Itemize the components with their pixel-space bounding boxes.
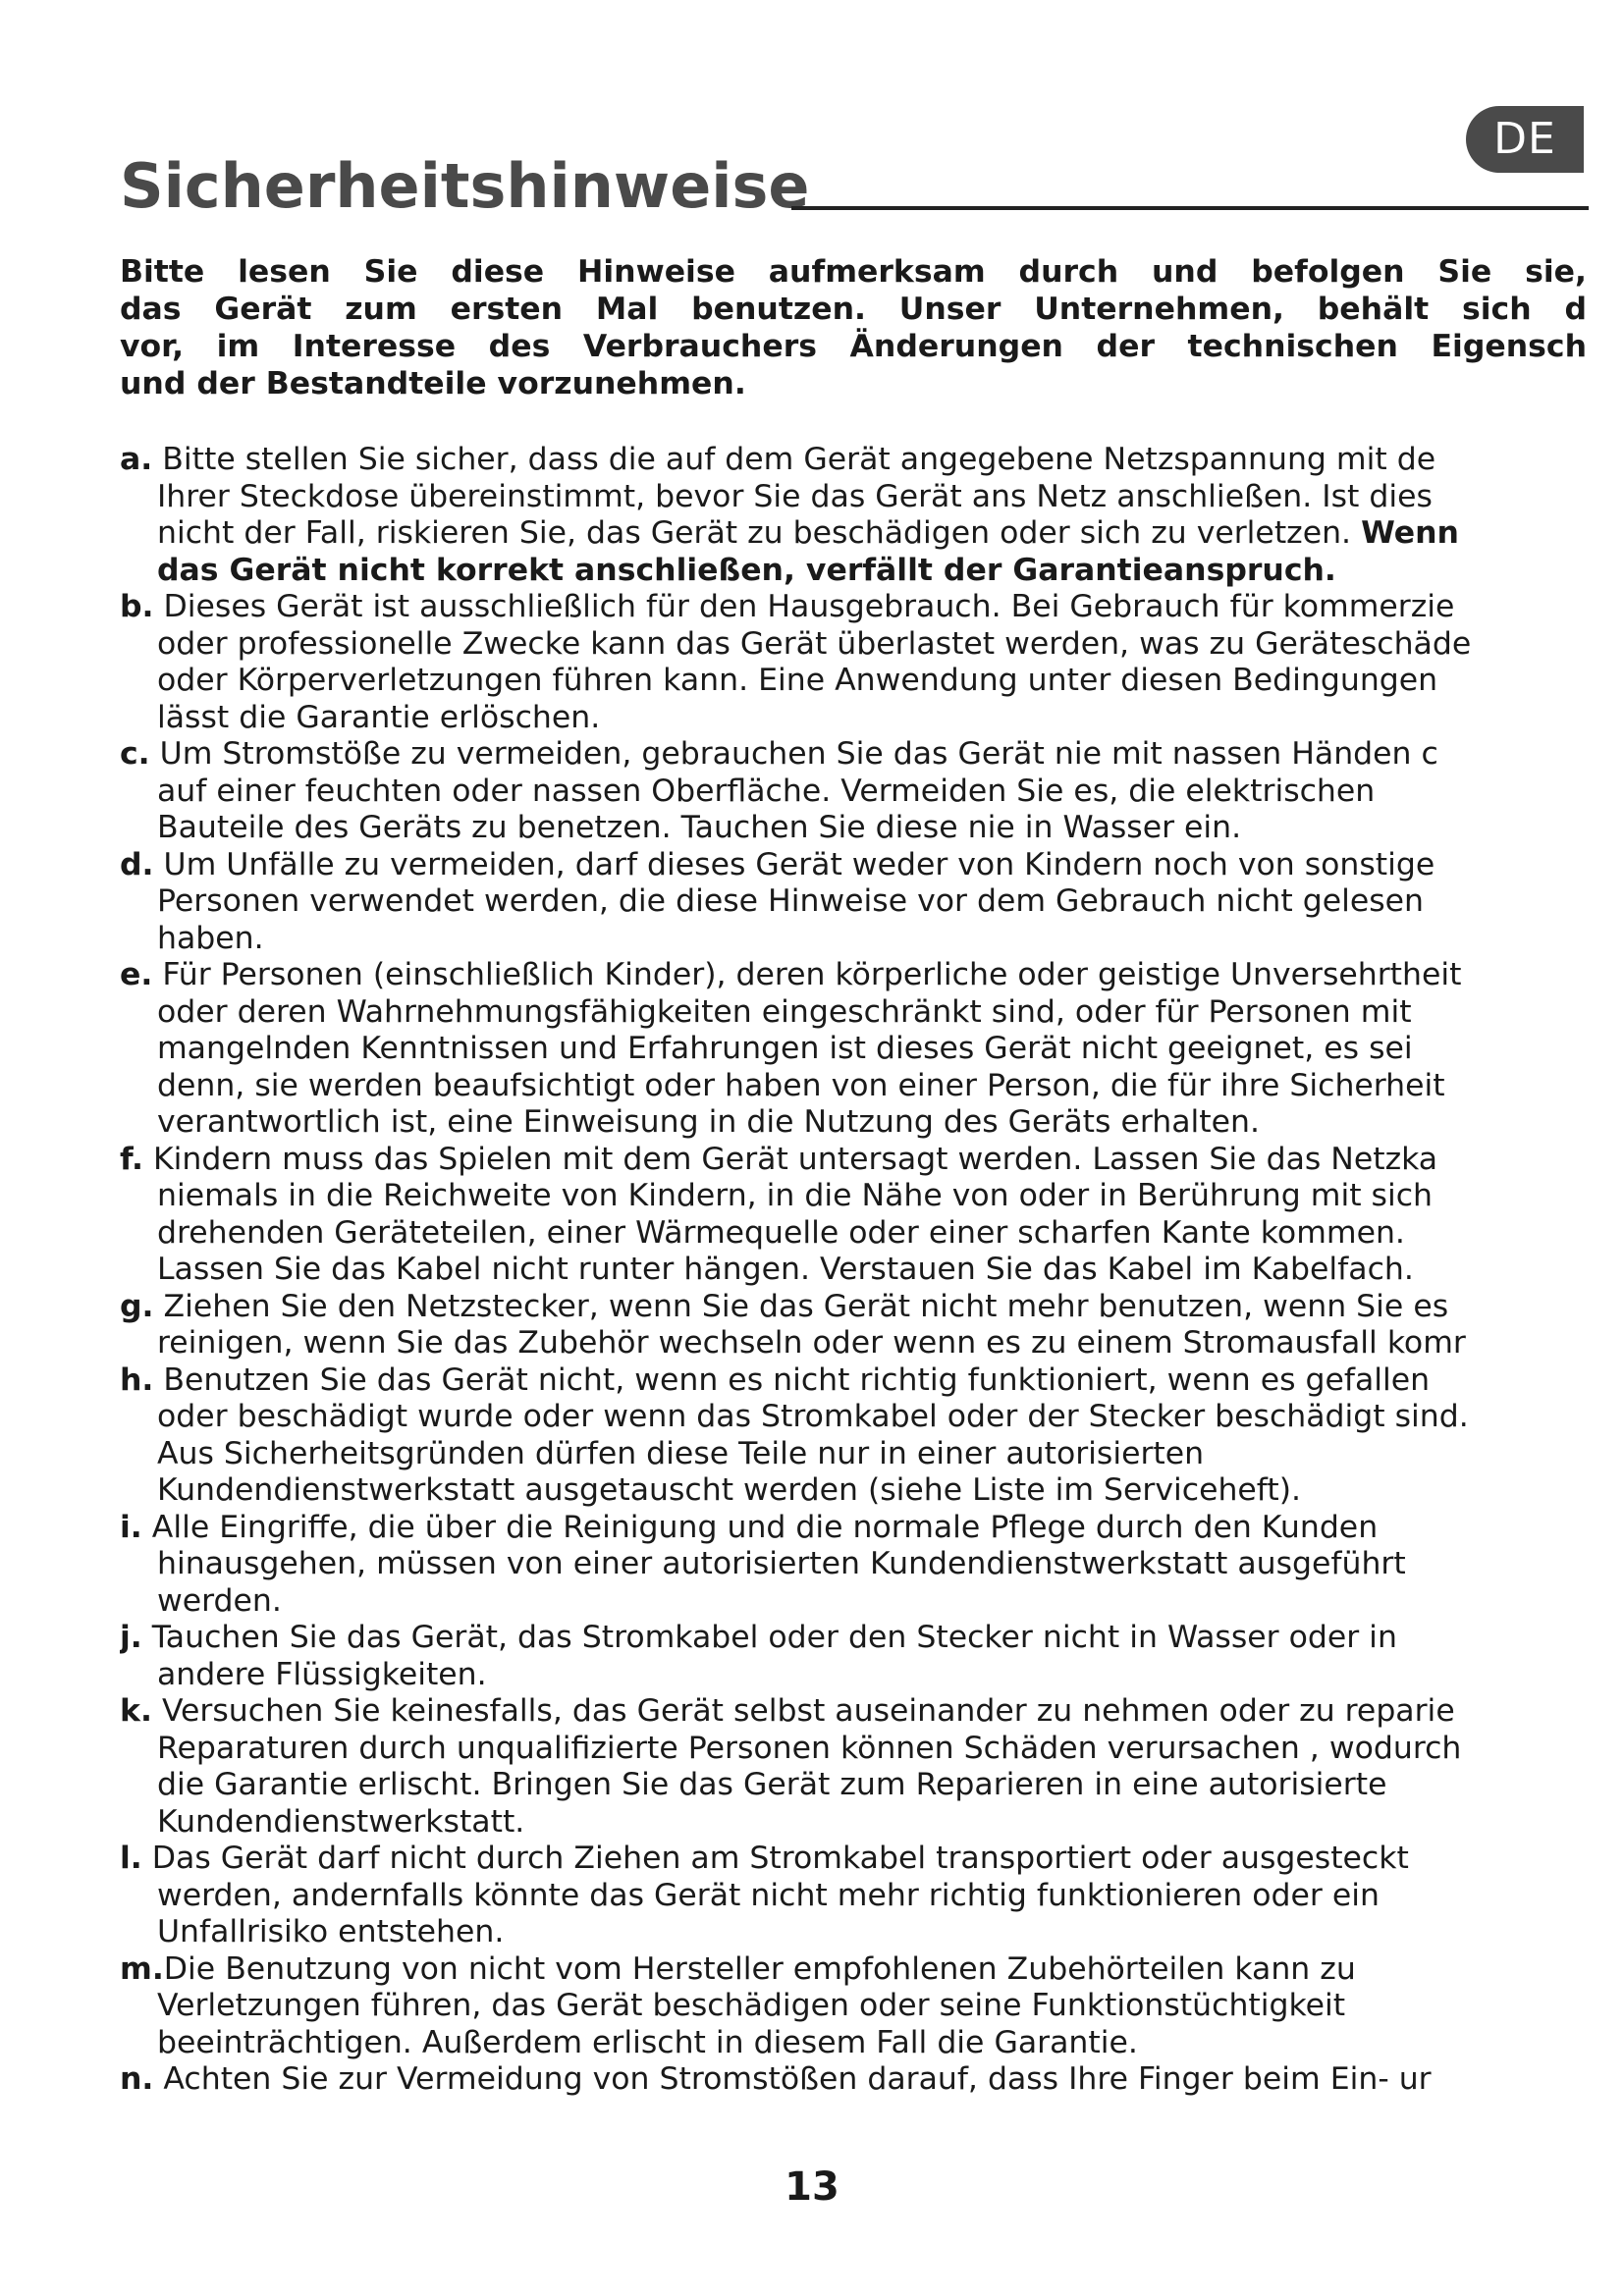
safety-item-line	[120, 1951, 1587, 1989]
item-text: Reparaturen durch unqualifizierte Personen können Schäden verursachen , wodurch	[157, 1730, 1462, 1766]
item-text: werden, andernfalls könnte das Gerät nicht mehr richtig funktionieren oder ein	[157, 1877, 1380, 1913]
safety-item-line	[120, 1546, 1587, 1583]
safety-item	[120, 1620, 1587, 1693]
item-text: oder deren Wahrnehmungsfähigkeiten eingeschränkt sind, oder für Personen mit	[157, 993, 1412, 1030]
item-text: beeinträchtigen. Außerdem erlischt in diesem Fall die Garantie.	[157, 2024, 1138, 2060]
safety-item-line	[120, 442, 1587, 479]
item-marker: k.	[120, 1693, 152, 1729]
safety-item-line	[120, 957, 1587, 994]
safety-item-bold-line: das Gerät nicht korrekt anschließen, verfällt der Garantieanspruch.	[157, 552, 1336, 588]
safety-item-line	[120, 1914, 1587, 1951]
item-text: Ziehen Sie den Netzstecker, wenn Sie das Gerät nicht mehr benutzen, wenn Sie es	[163, 1288, 1449, 1324]
item-text: werden.	[157, 1582, 282, 1619]
item-marker: m.	[120, 1950, 164, 1987]
item-text: Bitte stellen Sie sicher, dass die auf dem Gerät angegebene Netzspannung mit de	[162, 442, 1436, 477]
safety-item-line	[120, 515, 1587, 553]
item-marker: b.	[120, 589, 154, 624]
safety-item-line	[120, 774, 1587, 811]
safety-item-line	[120, 1178, 1587, 1215]
safety-item-line	[120, 921, 1587, 958]
item-text: nicht der Fall, riskieren Sie, das Gerät zu beschädigen oder sich zu verletzen.	[157, 515, 1352, 551]
item-marker: l.	[120, 1841, 142, 1876]
safety-item	[120, 957, 1587, 1142]
safety-item-line	[120, 1767, 1587, 1804]
item-text: Benutzen Sie das Gerät nicht, wenn es nicht richtig funktioniert, wenn es gefallen	[163, 1362, 1431, 1398]
item-marker: g.	[120, 1288, 154, 1324]
item-text: mangelnden Kenntnissen und Erfahrungen ist dieses Gerät nicht geeignet, es sei	[157, 1031, 1413, 1066]
safety-item	[120, 442, 1587, 589]
safety-item-line	[120, 1804, 1587, 1842]
safety-item-line	[120, 1657, 1587, 1694]
item-text: Das Gerät darf nicht durch Ziehen am Stromkabel transportiert oder ausgesteckt	[151, 1841, 1409, 1876]
safety-item-line	[120, 589, 1587, 626]
item-text: hinausgehen, müssen von einer autorisierten Kundendienstwerkstatt ausgeführt	[157, 1546, 1406, 1581]
item-marker: n.	[120, 2061, 154, 2097]
item-text: Unfallrisiko entstehen.	[157, 1914, 505, 1949]
safety-item-line	[120, 883, 1587, 921]
item-text: denn, sie werden beaufsichtigt oder haben von einer Person, die für ihre Sicherheit	[157, 1067, 1445, 1103]
safety-item-line	[120, 1068, 1587, 1105]
item-marker: e.	[120, 957, 153, 992]
item-text: Dieses Gerät ist ausschließlich für den Hausgebrauch. Bei Gebrauch für kommerzie	[163, 589, 1455, 624]
safety-list	[120, 442, 1587, 2099]
item-text: Um Unfälle zu vermeiden, darf dieses Gerät weder von Kindern noch von sonstige	[163, 846, 1435, 882]
intro-line: vor, im Interesse des Verbrauchers Änderungen der technischen Eigensch	[120, 329, 1587, 364]
item-text: Achten Sie zur Vermeidung von Stromstößen darauf, dass Ihre Finger beim Ein- ur	[163, 2061, 1432, 2097]
safety-item-line	[120, 1104, 1587, 1142]
safety-item-line	[120, 626, 1587, 664]
safety-item-line	[120, 1031, 1587, 1068]
safety-item-line	[120, 810, 1587, 847]
item-text: Lassen Sie das Kabel nicht runter hängen. Verstauen Sie das Kabel im Kabelfach.	[157, 1252, 1414, 1287]
safety-item	[120, 589, 1587, 736]
intro-line: das Gerät zum ersten Mal benutzen. Unser Unternehmen, behält sich d	[120, 292, 1587, 327]
item-marker: i.	[120, 1509, 142, 1545]
safety-item-line	[120, 1620, 1587, 1657]
item-text: haben.	[157, 920, 264, 956]
item-bold-text: Wenn	[1361, 515, 1459, 551]
item-marker: a.	[120, 442, 153, 477]
safety-item-line	[120, 2061, 1587, 2099]
item-text: auf einer feuchten oder nassen Oberfläche. Vermeiden Sie es, die elektrischen	[157, 773, 1376, 809]
item-marker: c.	[120, 736, 150, 772]
safety-item-line	[120, 700, 1587, 737]
safety-item	[120, 1142, 1587, 1289]
intro-line: Bitte lesen Sie diese Hinweise aufmerksam durch und befolgen Sie sie,	[120, 254, 1587, 290]
safety-item-line	[120, 1878, 1587, 1915]
safety-item-line	[120, 1583, 1587, 1621]
safety-item	[120, 1510, 1587, 1621]
item-marker: j.	[120, 1620, 142, 1655]
safety-item-line	[120, 1731, 1587, 1768]
safety-item-line	[120, 1436, 1587, 1473]
item-text: oder Körperverletzungen führen kann. Eine Anwendung unter diesen Bedingungen	[157, 663, 1438, 698]
item-text: oder beschädigt wurde oder wenn das Stromkabel oder der Stecker beschädigt sind.	[157, 1399, 1469, 1434]
safety-item-line	[120, 1988, 1587, 2025]
safety-item-line	[120, 1215, 1587, 1253]
intro-line: und der Bestandteile vorzunehmen.	[120, 366, 746, 401]
safety-item	[120, 1841, 1587, 1951]
safety-item-line	[120, 847, 1587, 884]
safety-item	[120, 736, 1587, 847]
safety-item-line	[120, 1841, 1587, 1878]
safety-item-line	[120, 1252, 1587, 1289]
item-marker: d.	[120, 846, 154, 882]
item-text: Alle Eingriffe, die über die Reinigung und die normale Pflege durch den Kunden	[151, 1509, 1379, 1545]
safety-item-line	[120, 479, 1587, 516]
item-text: drehenden Geräteteilen, einer Wärmequelle oder einer scharfen Kante kommen.	[157, 1214, 1405, 1251]
safety-item-line	[120, 1693, 1587, 1731]
item-text: Bauteile des Geräts zu benetzen. Tauchen Sie diese nie in Wasser ein.	[157, 810, 1242, 845]
item-text: Kundendienstwerkstatt ausgetauscht werden (siehe Liste im Serviceheft).	[157, 1472, 1301, 1508]
intro-paragraph	[120, 253, 1587, 402]
item-text: Personen verwendet werden, die diese Hinweise vor dem Gebrauch nicht gelesen	[157, 883, 1424, 919]
item-text: Die Benutzung von nicht vom Hersteller empfohlenen Zubehörteilen kann zu	[163, 1950, 1356, 1987]
item-text: andere Flüssigkeiten.	[157, 1656, 487, 1692]
item-text: verantwortlich ist, eine Einweisung in die Nutzung des Geräts erhalten.	[157, 1104, 1260, 1140]
safety-item-line	[120, 1362, 1587, 1400]
safety-item	[120, 1693, 1587, 1841]
safety-item-line	[120, 736, 1587, 774]
safety-item-line	[120, 663, 1587, 700]
safety-item-line	[120, 1510, 1587, 1547]
item-text: Tauchen Sie das Gerät, das Stromkabel oder den Stecker nicht in Wasser oder in	[151, 1620, 1397, 1655]
item-text: reinigen, wenn Sie das Zubehör wechseln oder wenn es zu einem Stromausfall komr	[157, 1325, 1466, 1361]
page-title: Sicherheitshinweise	[120, 150, 810, 222]
item-text: die Garantie erlischt. Bringen Sie das Gerät zum Reparieren in eine autorisierte	[157, 1767, 1387, 1802]
safety-item	[120, 1362, 1587, 1510]
language-badge: DE	[1466, 106, 1584, 173]
safety-item-line	[120, 1142, 1587, 1179]
item-text: Ihrer Steckdose übereinstimmt, bevor Sie das Gerät ans Netz anschließen. Ist dies	[157, 478, 1433, 514]
item-text: niemals in die Reichweite von Kindern, in die Nähe von oder in Berührung mit sich	[157, 1178, 1434, 1213]
item-text: Um Stromstöße zu vermeiden, gebrauchen Sie das Gerät nie mit nassen Händen c	[159, 736, 1438, 772]
safety-item-line	[120, 1399, 1587, 1436]
item-marker: f.	[120, 1141, 143, 1177]
item-text: Kundendienstwerkstatt.	[157, 1803, 525, 1840]
safety-item	[120, 847, 1587, 958]
item-text: Versuchen Sie keinesfalls, das Gerät selbst auseinander zu nehmen oder zu reparie	[161, 1693, 1455, 1729]
safety-item-line	[120, 1289, 1587, 1326]
item-text: Aus Sicherheitsgründen dürfen diese Teile nur in einer autorisierten	[157, 1435, 1205, 1471]
item-text: Kindern muss das Spielen mit dem Gerät untersagt werden. Lassen Sie das Netzka	[152, 1141, 1438, 1177]
item-text: Verletzungen führen, das Gerät beschädigen oder seine Funktionstüchtigkeit	[157, 1988, 1346, 2023]
item-text: oder professionelle Zwecke kann das Gerät überlastet werden, was zu Geräteschäde	[157, 625, 1472, 662]
safety-item	[120, 1951, 1587, 2062]
safety-item-line	[120, 2025, 1587, 2062]
item-text: lässt die Garantie erlöschen.	[157, 699, 601, 735]
title-divider	[791, 206, 1589, 210]
safety-item-line	[120, 1325, 1587, 1362]
safety-item-line	[120, 1472, 1587, 1510]
item-marker: h.	[120, 1362, 154, 1398]
page-number: 13	[785, 2164, 839, 2210]
safety-item	[120, 2061, 1587, 2099]
item-text: Für Personen (einschließlich Kinder), deren körperliche oder geistige Unversehrtheit	[162, 957, 1462, 992]
safety-item-line	[120, 994, 1587, 1032]
safety-item	[120, 1289, 1587, 1362]
